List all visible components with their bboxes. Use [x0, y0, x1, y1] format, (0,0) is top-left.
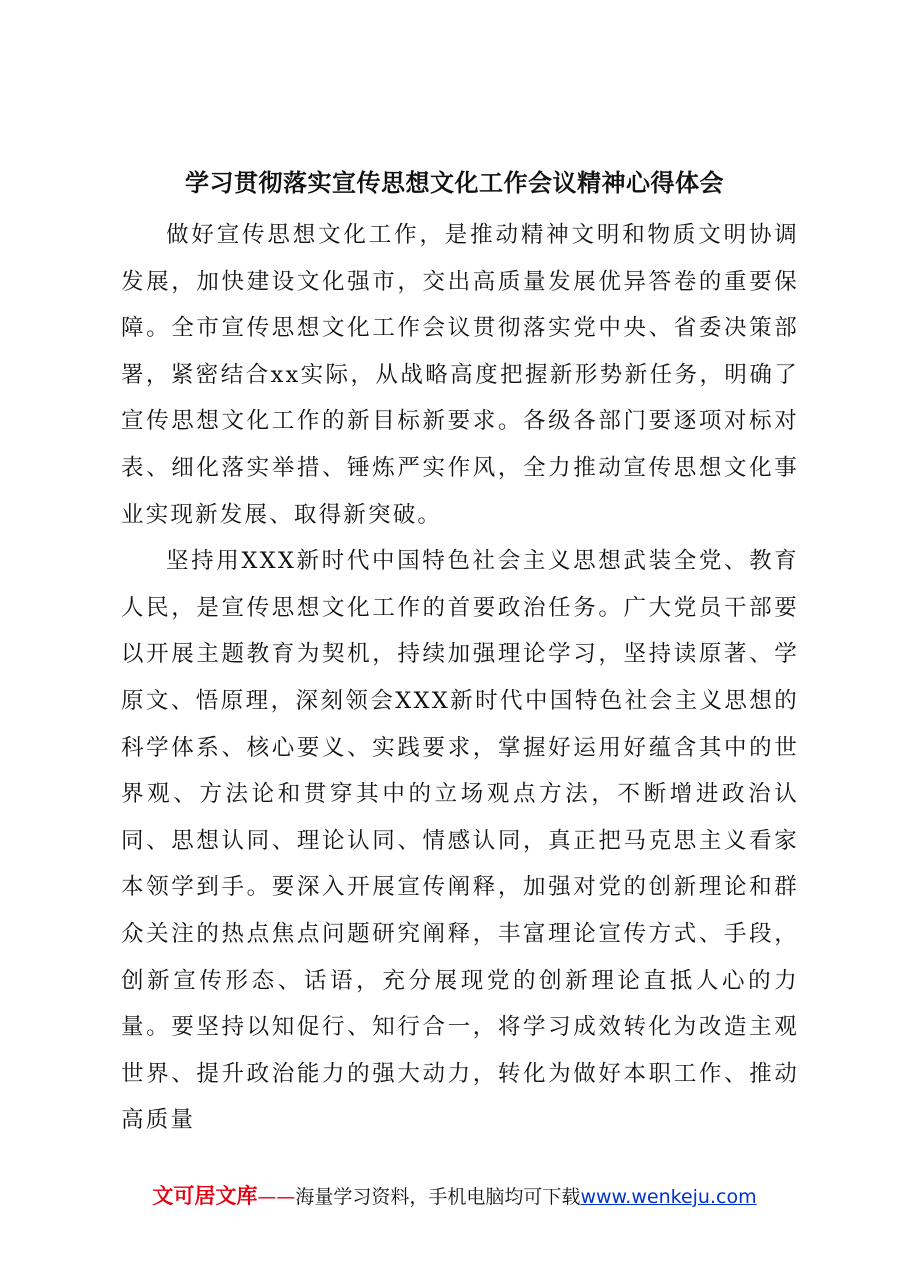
paragraph-2: 坚持用XXX新时代中国特色社会主义思想武装全党、教育人民，是宣传思想文化工作的首要政治任务。广大党员干部要以开展主题教育为契机，持续加强理论学习，坚持读原著、学原文、悟原理，深刻领会XXX新时代中国特色社会主义思想的科学体系、核心要义、实践要求，掌握好运用好蕴含其中的世界观、方法论和贯穿其中的立场观点方法，不断增进政治认同、思想认同、理论认同、情感认同，真正把马克思主义看家本领学到手。要深入开展宣传阐释，加强对党的创新理论和群众关注的热点焦点问题研究阐释，丰富理论宣传方式、手段，创新宣传形态、话语，充分展现党的创新理论直抵人心的力量。要坚持以知促行、知行合一，将学习成效转化为改造主观世界、提升政治能力的强大动力，转化为做好本职工作、推动高质量 — [121, 548, 799, 1134]
footer-website-link[interactable]: www.wenkeju.com — [580, 1186, 757, 1208]
paragraph-1: 做好宣传思想文化工作，是推动精神文明和物质文明协调发展，加快建设文化强市，交出高质量发展优异答卷的重要保障。全市宣传思想文化工作会议贯彻落实党中央、省委决策部署，紧密结合xx实际，从战略高度把握新形势新任务，明确了宣传思想文化工作的新目标新要求。各级各部门要逐项对标对表、细化落实举措、锤炼严实作风，全力推动宣传思想文化事业实现新发展、取得新突破。 — [121, 222, 799, 528]
document-body — [121, 212, 799, 1144]
footer-brand: 文可居文库 — [152, 1184, 258, 1208]
footer-dash: —— — [257, 1186, 296, 1208]
footer-banner — [0, 1181, 909, 1212]
footer-tagline: 海量学习资料，手机电脑均可下载 — [295, 1186, 581, 1208]
document-title: 学习贯彻落实宣传思想文化工作会议精神心得体会 — [185, 168, 724, 197]
